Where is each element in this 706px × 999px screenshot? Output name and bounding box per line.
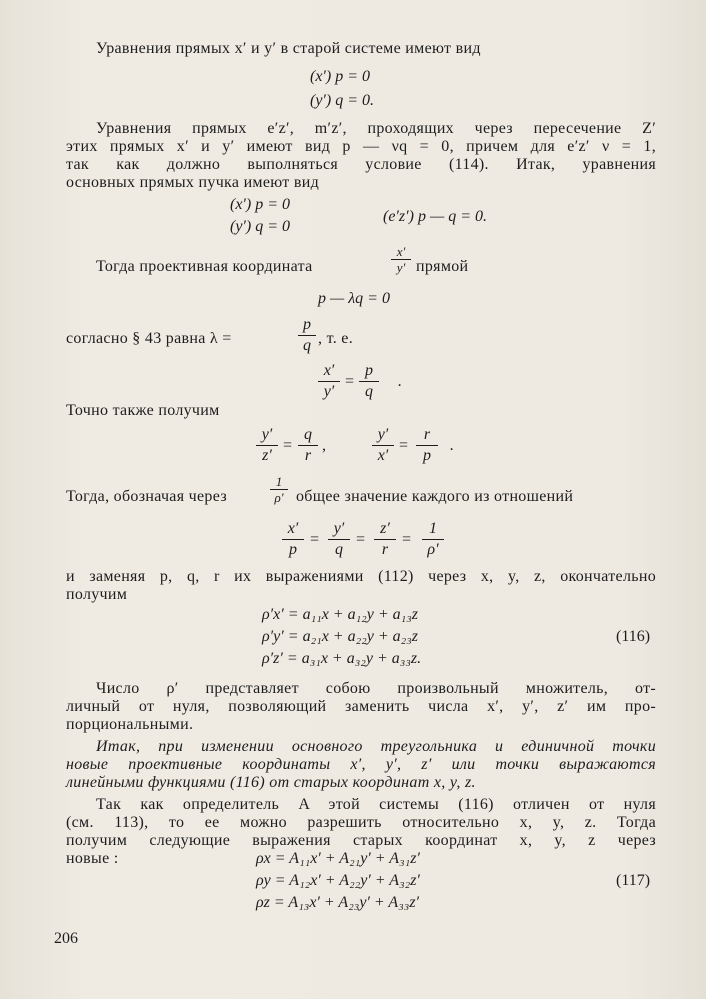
text-line: личный от нуля, позволяющий заменить числа x′, y′, z′ им про- (66, 698, 656, 715)
equals-sign: = (355, 531, 366, 548)
text-line: (см. 113), то ее можно разрешить относительно x, y, z. Тогда (66, 814, 656, 831)
text-line: порциональными. (66, 716, 194, 733)
fraction: q r (298, 426, 318, 465)
fraction: y′ z′ (256, 426, 278, 465)
equation: (y′) q = 0. (310, 92, 375, 109)
text-line: этих прямых x′ и y′ имеют вид p — νq = 0, причем для e′z′ ν = 1, (66, 138, 656, 155)
fraction: p q (298, 316, 316, 355)
equation: ρy = A₁₂x′ + A₂₂y′ + A₃₂z′ (256, 872, 420, 889)
equation: ρx = A₁₁x′ + A₂₁y′ + A₃₁z′ (256, 850, 420, 867)
text-line: получим (66, 586, 128, 603)
text-line: согласно § 43 равна λ = (66, 330, 232, 347)
equation: (x′) p = 0 (230, 196, 291, 213)
text-line: Тогда проективная координата (96, 258, 313, 275)
text-line: Уравнения прямых e′z′, m′z′, проходящих через пересечение Z′ (96, 120, 656, 137)
text-line: получим следующие выражения старых координат x, y, z через (66, 832, 656, 849)
equation: ρ′x′ = a₁₁x + a₁₂y + a₁₃z (262, 606, 418, 623)
equation-number: (117) (616, 872, 651, 889)
fraction: z′ r (374, 520, 396, 559)
text-line: и заменяя p, q, r их выражениями (112) через x, y, z, окончательно (66, 568, 656, 585)
equation: ρ′y′ = a₂₁x + a₂₂y + a₂₃z (262, 628, 418, 645)
equation: (y′) q = 0 (230, 218, 291, 235)
text-line: новые : (66, 850, 119, 867)
text-line: линейными функциями (116) от старых координат x, y, z. (66, 774, 476, 791)
page-number: 206 (54, 930, 78, 947)
text-line: так как должно выполняться условие (114). Итак, уравнения (66, 156, 656, 173)
equation-number: (116) (616, 628, 651, 645)
equals-sign: = (344, 373, 355, 390)
text-line: , т. е. (318, 330, 353, 347)
fraction: y′ q (328, 520, 350, 559)
fraction: p q (359, 362, 379, 401)
text-line: Тогда, обозначая через (66, 488, 227, 505)
fraction: x′ y′ (391, 245, 411, 274)
period: . (398, 373, 402, 390)
equals-sign: = (309, 531, 320, 548)
equation: (e′z′) p — q = 0. (383, 208, 488, 225)
text-line: основных прямых пучка имеют вид (66, 174, 320, 191)
equals-sign: = (401, 531, 412, 548)
text-line: новые проективные координаты x′, y′, z′ или точки выражаются (66, 756, 656, 773)
fraction: 1 ρ′ (422, 520, 444, 559)
fraction: x′ p (282, 520, 304, 559)
fraction: r p (416, 426, 438, 465)
period: . (450, 437, 454, 454)
equation: (x′) p = 0 (310, 68, 371, 85)
text-line: общее значение каждого из отношений (296, 488, 574, 505)
equation: ρ′z′ = a₃₁x + a₃₂y + a₃₃z. (262, 650, 422, 667)
fraction: 1 ρ′ (270, 475, 288, 504)
text-line: прямой (416, 258, 469, 275)
fraction: x′ y′ (318, 362, 340, 401)
comma: , (322, 437, 326, 454)
equation: ρz = A₁₃x′ + A₂₃y′ + A₃₃z′ (256, 894, 420, 911)
equals-sign: = (398, 437, 409, 454)
text-line: Так как определитель A этой системы (116) отличен от нуля (96, 796, 656, 813)
text-line: Уравнения прямых x′ и y′ в старой системе имеют вид (96, 40, 481, 57)
text-line: Точно также получим (66, 402, 220, 419)
text-line: Итак, при изменении основного треугольника и единичной точки (96, 738, 656, 755)
equation: p — λq = 0 (318, 290, 390, 307)
fraction: y′ x′ (372, 426, 394, 465)
text-line: Число ρ′ представляет собою произвольный множитель, от- (96, 680, 656, 697)
equals-sign: = (282, 437, 293, 454)
